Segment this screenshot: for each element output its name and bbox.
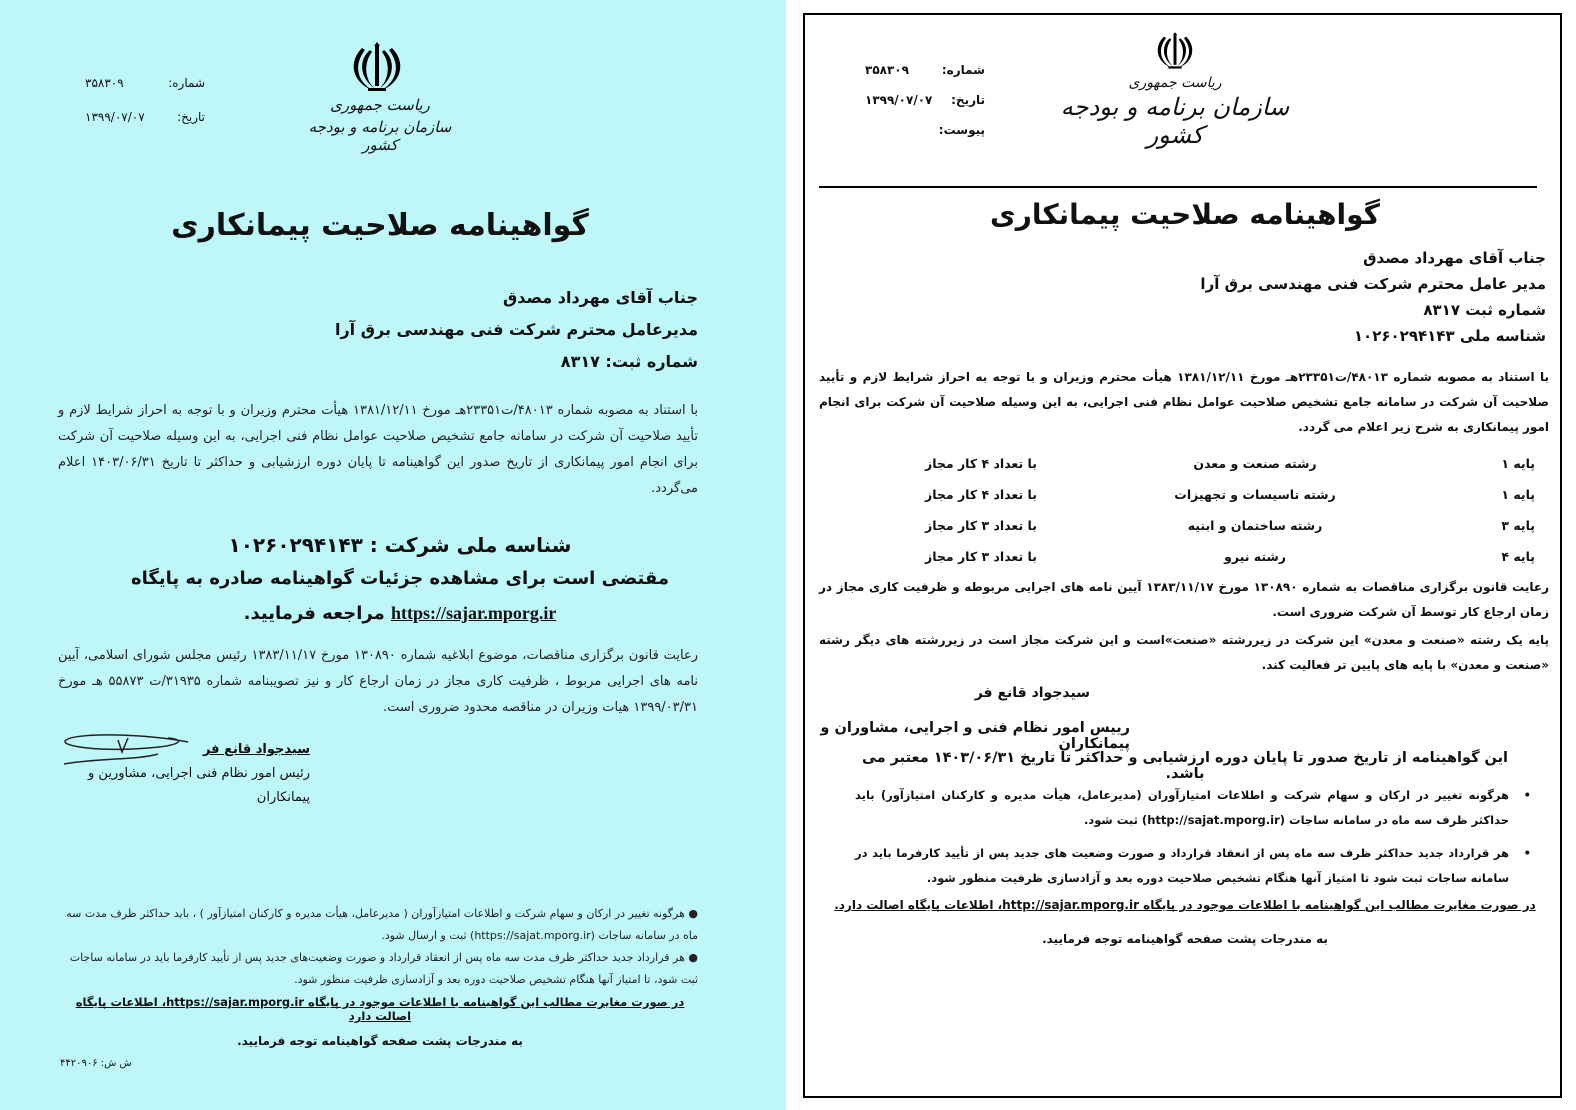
signer-name: سیدجواد قانع فر [974,685,1090,701]
iran-emblem-icon [1152,25,1198,75]
grade-level: پایه ۳ [1501,518,1535,533]
authenticity-warning: در صورت مغایرت مطالب این گواهینامه با اطلاعات موجود در پایگاه https://sajar.mporg.ir، اطلاعات پایگاه اصالت دارد [75,995,685,1023]
number-field [865,55,985,85]
grade-field: رشته صنعت و معدن [1193,456,1317,471]
note-item: • هرگونه تغییر در ارکان و سهام شرکت و اطلاعات امتیازآوران (مدیرعامل، هیأت مدیره و کارکنان امتیازآور) باید حداکثر ظرف سه ماه در سامانه ساجات (http://sajat.mporg.ir) ثبت شود. [855,783,1535,833]
presidency-line: ریاست جمهوری [330,96,430,114]
tender-law-paragraph: رعایت قانون برگزاری مناقصات به شماره ۱۳۰۸۹۰ مورخ ۱۳۸۳/۱۱/۱۷ آیین نامه های اجرایی مربوطه و ظرفیت کاری مجاز در زمان ارجاع کار توسط آن شرکت ضروری است. [819,580,1549,619]
addressee-block [846,245,1546,349]
validity-statement: این گواهینامه از تاریخ صدور تا پایان دوره ارزشیابی و حداکثر تا تاریخ ۱۴۰۳/۰۶/۳۱ معتبر می باشد. [861,750,1509,782]
details-link-line [100,596,700,631]
org-name [300,96,460,154]
subfield-paragraph: پایه یک رشته «صنعت و معدن» این شرکت در زیررشته «صنعت»است و این شرکت مجاز است در زیررشته های دیگر رشته «صنعت و معدن» با پایه های پایین تر فعالیت کند. [819,633,1549,672]
grade-field: رشته ساختمان و ابنیه [1187,518,1323,533]
number-field [85,76,205,90]
number-label: شماره: [168,76,205,90]
grade-capacity: با تعداد ۳ کار مجاز [925,549,1037,564]
attachment-label: پیوست: [938,123,985,137]
date-field [865,85,985,115]
document-code: ش ش: ۴۴۲۰۹۰۶ [60,1058,132,1069]
approval-paragraph: با استناد به مصوبه شماره ۴۸۰۱۳/ت۲۳۳۵۱هـ مورخ ۱۳۸۱/۱۲/۱۱ هیأت محترم وزیران و با توجه به احراز شرایط لازم و تأیید صلاحیت آن شرکت در سامانه جامع تشخیص صلاحیت عوامل نظام فنی اجرایی، به این وسیله صلاحیت آن شرکت برای انجام امور پیمانکاری از تاریخ صدور این گواهینامه تا پایان دوره ارزشیابی و حداکثر تا تاریخ ۱۴۰۳/۰۶/۳۱ اعلام می‌گردد. [58,403,698,496]
signer-name: سیدجواد قانع فر [202,742,310,757]
grade-capacity: با تعداد ۳ کار مجاز [925,518,1037,533]
addressee-name: جناب آقای مهرداد مصدق [1363,249,1546,267]
notes-list [855,783,1535,899]
signature-scribble [58,732,198,776]
addressee-role: مدیر عامل محترم شرکت فنی مهندسی برق آرا [1200,275,1546,293]
signer-title: رئیس امور نظام فنی اجرایی، مشاورین و پیمانکاران [88,766,310,805]
grades-table [865,448,1535,572]
sajar-link[interactable]: https://sajar.mporg.ir [391,603,557,623]
bullet-icon: • [1523,846,1531,860]
bullet-icon: • [1523,788,1531,802]
org-name [1055,75,1295,149]
addressee-name: جناب آقای مهرداد مصدق [502,288,698,307]
refer-back-note: به مندرجات پشت صفحه گواهینامه توجه فرمایید. [237,1034,523,1048]
registration-number: شماره ثبت: ۸۳۱۷ [560,352,698,371]
grade-row [865,479,1535,510]
date-value: ۱۳۹۹/۰۷/۰۷ [865,93,933,107]
signature-block [60,738,310,810]
header-divider [819,186,1537,188]
grade-capacity: با تعداد ۴ کار مجاز [925,456,1037,471]
grade-field: رشته تاسیسات و تجهیزات [1174,487,1336,502]
addressee-role: مدیرعامل محترم شرکت فنی مهندسی برق آرا [334,320,698,339]
grade-level: پایه ۱ [1501,456,1535,471]
grade-field: رشته نیرو [1224,549,1286,564]
grade-level: پایه ۴ [1501,549,1535,564]
note-item: ● هرگونه تغییر در ارکان و سهام شرکت و اطلاعات امتیازآوران ( مدیرعامل، هیأت مدیره و کارکنان امتیازآور ) ، باید حداکثر ظرف مدت سه ماه در سامانه ساجات (https://sajat.mporg.ir) ثبت و ارسال شود. [66,907,698,942]
authenticity-warning: در صورت مغایرت مطالب این گواهینامه با اطلاعات موجود در پایگاه http://sajar.mporg.ir، اطلاعات پایگاه اصالت دارد. [834,898,1536,912]
notes-list [58,903,698,991]
addressee-block [178,282,698,378]
tender-law-paragraph: رعایت قانون برگزاری مناقصات، موضوع ابلاغیه شماره ۱۳۰۸۹۰ مورخ ۱۳۸۳/۱۱/۱۷ رئیس مجلس شورای اسلامی، آیین نامه های اجرایی مربوط ، ظرفیت کاری مجاز در زمان ارجاع کار و نیز تصویبنامه شماره ۳۱۹۳۵/ت ۵۵۸۷۳ هـ مورخ ۱۳۹۹/۰۳/۳۱ هیات وزیران در مناقصه محدود ضروری است. [58,648,698,715]
grade-capacity: با تعداد ۴ کار مجاز [925,487,1037,502]
number-value: ۳۵۸۳۰۹ [865,63,909,77]
date-label: تاریخ: [951,93,985,107]
certificate-title: گواهینامه صلاحیت پیمانکاری [990,198,1380,231]
attachment-field [865,115,985,145]
details-instruction: مقتضی است برای مشاهده جزئیات گواهینامه صادره به پایگاه [130,568,670,589]
national-id-block [100,528,700,631]
grade-row [865,510,1535,541]
refer-back-note: به مندرجات پشت صفحه گواهینامه توجه فرمایید. [1042,932,1328,946]
iran-emblem-icon [346,38,408,94]
date-value: ۱۳۹۹/۰۷/۰۷ [85,110,145,124]
approval-paragraph: با استناد به مصوبه شماره ۴۸۰۱۳/ت۲۳۳۵۱هـ مورخ ۱۳۸۱/۱۲/۱۱ هیأت محترم وزیران و با توجه به احراز شرایط لازم و تأیید صلاحیت آن شرکت در سامانه جامع تشخیص صلاحیت عوامل نظام فنی اجرایی، به این وسیله صلاحیت آن شرکت برای انجام امور پیمانکاری به شرح زیر اعلام می گردد. [819,370,1550,434]
date-label: تاریخ: [177,110,205,124]
organization-line: سازمان برنامه و بودجه کشور [308,118,452,154]
organization-line: سازمان برنامه و بودجه کشور [1060,93,1290,149]
meta-block [865,55,985,145]
national-id: شناسه ملی ۱۰۲۶۰۲۹۴۱۴۳ [1353,327,1546,345]
left-certificate [0,0,786,1110]
registration-number: شماره ثبت ۸۳۱۷ [1423,301,1546,319]
date-field [85,110,205,124]
note-item: • هر قرارداد جدید حداکثر ظرف سه ماه پس از انعقاد قرارداد و صورت وضعیت های جدید پس از تأیید کارفرما باید در سامانه ساجات ثبت شود تا امتیاز آنها هنگام تشخیص صلاحیت دوره بعد و آزادسازی ظرفیت منظور شود. [855,841,1535,891]
presidency-line: ریاست جمهوری [1128,75,1222,91]
note-item: ● هر قرارداد جدید حداکثر ظرف مدت سه ماه پس از انعقاد قرارداد و صورت وضعیت‌های جدید پس از تأیید کارفرما باید در سامانه ساجات ثبت شود، تا امتیاز آنها هنگام تشخیص صلاحیت دوره بعد و آزادسازی ظرفیت منظور شود. [69,951,698,986]
grade-level: پایه ۱ [1501,487,1535,502]
number-value: ۳۵۸۳۰۹ [85,76,124,90]
certificate-title: گواهینامه صلاحیت پیمانکاری [171,208,589,243]
signer-title: رییس امور نظام فنی و اجرایی، مشاوران و پیمانکاران [820,720,1130,752]
grade-row [865,448,1535,479]
number-label: شماره: [941,63,985,77]
details-suffix: مراجعه فرمایید. [243,603,385,624]
grade-row [865,541,1535,572]
right-certificate [803,13,1562,1098]
national-id: شناسه ملی شرکت : ۱۰۲۶۰۲۹۴۱۴۳ [228,533,572,557]
